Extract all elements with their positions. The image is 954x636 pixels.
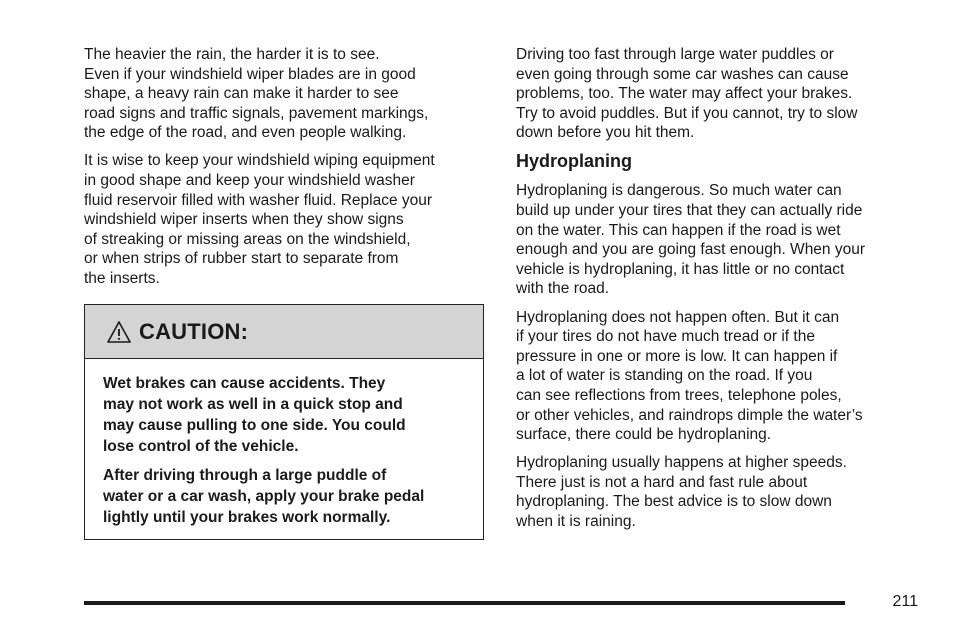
caution-brake-pedal-text: After driving through a large puddle of water or a car wash, apply your brake pedal lightly until your brakes work normally.	[103, 467, 425, 526]
wiper-maintenance-paragraph: It is wise to keep your windshield wiping equipment in good shape and keep your windshield washer fluid reservoir filled with washer fluid. Replace your windshield wiper inserts when they show signs of streaking or missing areas on the windshield, or when strips of rubber start to separate from the inserts.	[84, 152, 435, 288]
right-column	[516, 45, 924, 540]
puddles-paragraph: Driving too fast through large water puddles or even going through some car washes can cause problems, too. The water may affect your brakes. Try to avoid puddles. But if you cannot, try to slow down before you hit them.	[516, 46, 858, 142]
caution-body	[85, 359, 483, 528]
caution-wet-brakes-text: Wet brakes can cause accidents. They may not work as well in a quick stop and may cause pulling to one side. You could lose control of the vehicle.	[103, 375, 406, 455]
warning-triangle-icon	[107, 320, 131, 344]
hydroplaning-paragraph-1: Hydroplaning is dangerous. So much water can build up under your tires that they can actually ride on the water. This can happen if the road is wet enough and you are going fast enough. When your vehicle is hydroplaning, it has little or no contact with the road.	[516, 182, 866, 298]
caution-header	[85, 305, 483, 359]
page-number: 211	[892, 593, 918, 610]
hydroplaning-paragraph-3: Hydroplaning usually happens at higher speeds. There just is not a hard and fast rule about hydroplaning. The best advice is to slow down when it is raining.	[516, 454, 847, 530]
caution-box	[84, 304, 484, 540]
rain-visibility-paragraph: The heavier the rain, the harder it is to see. Even if your windshield wiper blades are in good shape, a heavy rain can make it harder to see road signs and traffic signals, pavement markings, the edge of the road, and even people walking.	[84, 46, 429, 142]
caution-title: CAUTION:	[139, 318, 249, 344]
hydroplaning-paragraph-2: Hydroplaning does not happen often. But it can if your tires do not have much tread or if the pressure in one or more is low. It can happen if a lot of water is standing on the road. If you can see reflections from trees, telephone poles, or other vehicles, and raindrops dimple the water’s surface, there could be hydroplaning.	[516, 308, 863, 444]
hydroplaning-heading: Hydroplaning	[516, 151, 632, 172]
footer-rule	[84, 601, 845, 605]
left-column	[84, 45, 488, 297]
